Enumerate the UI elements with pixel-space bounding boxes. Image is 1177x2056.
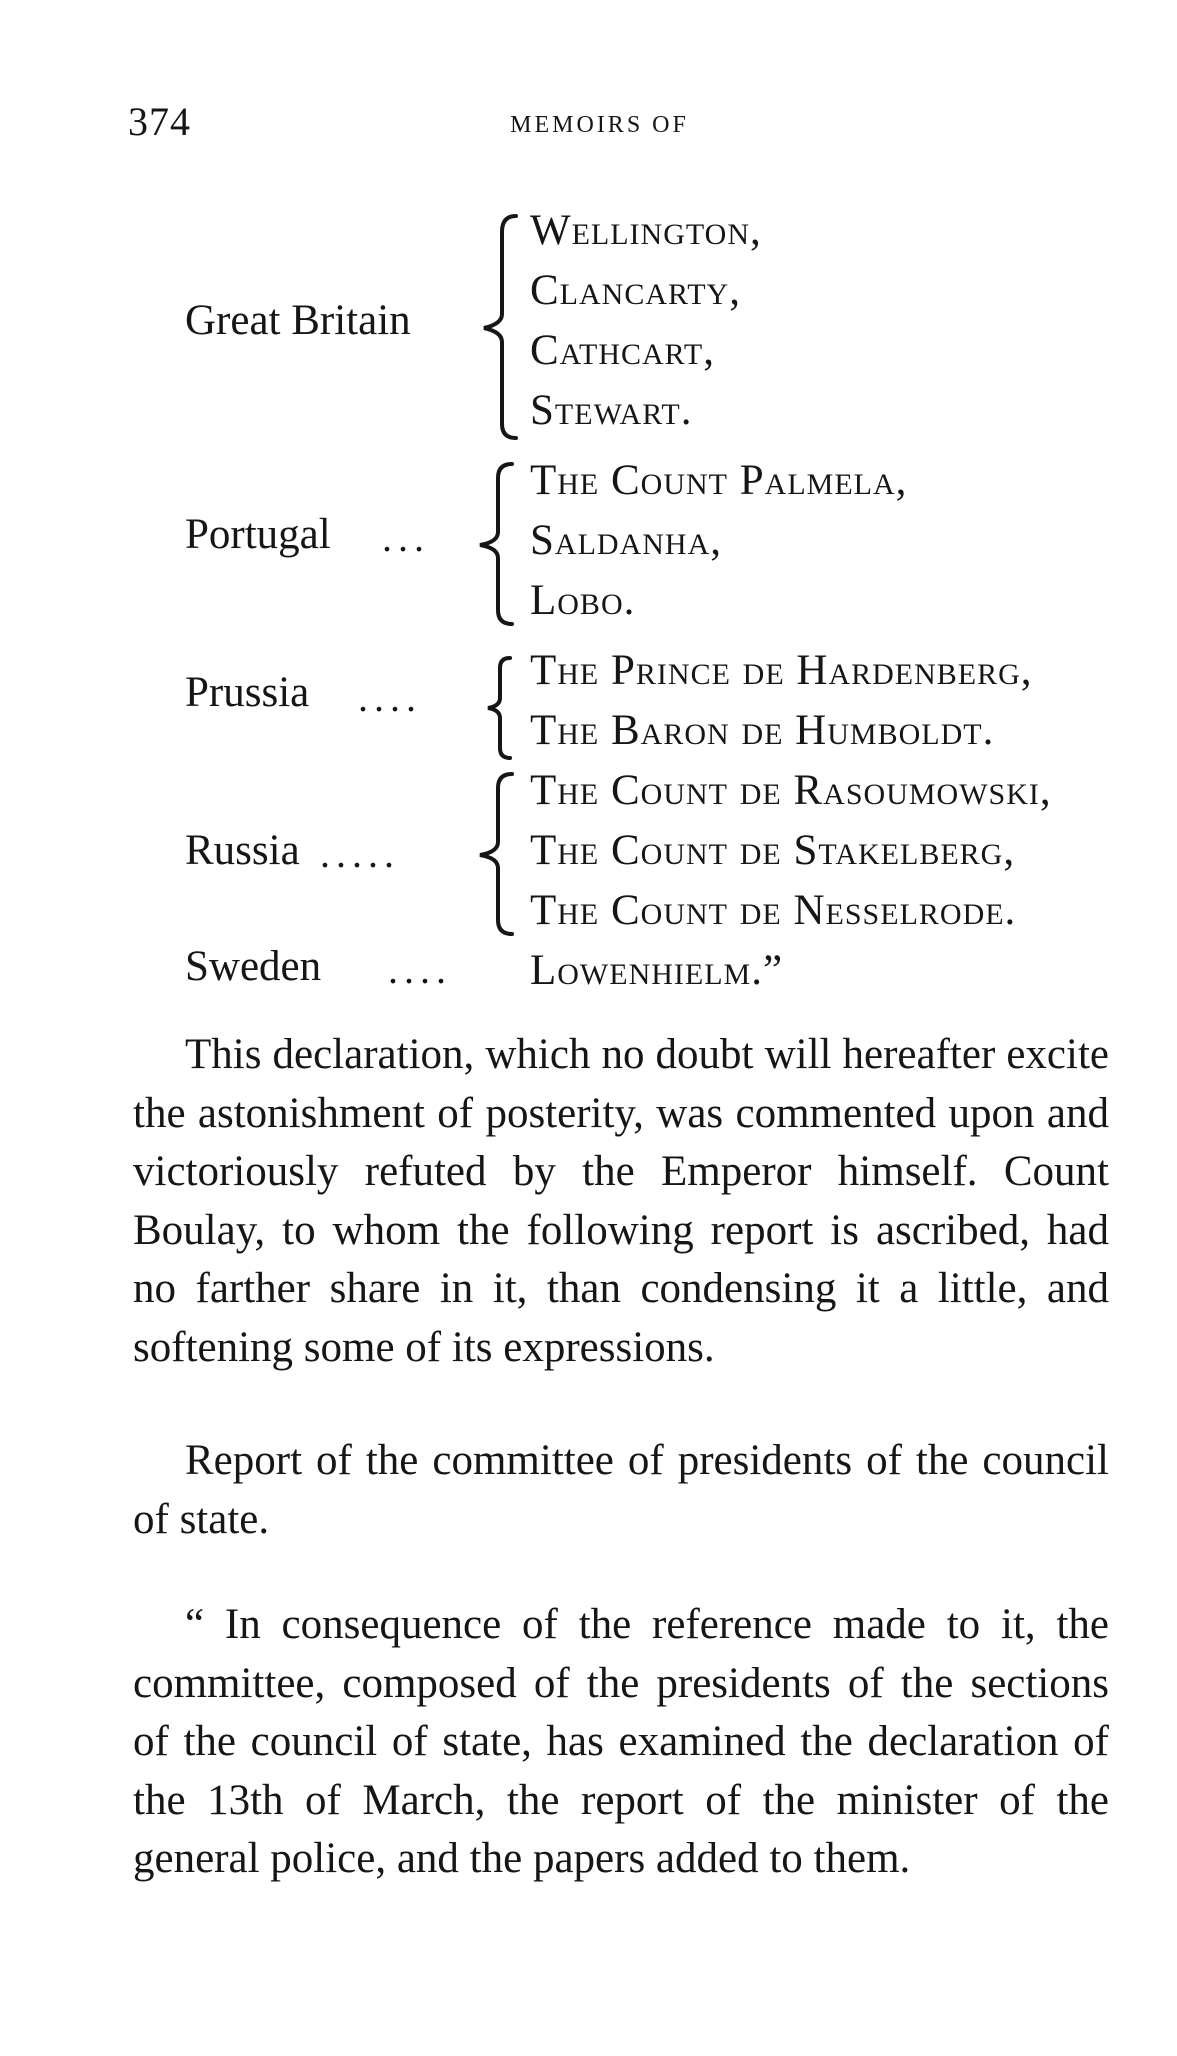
signatory-saldanha: Saldanha,	[530, 517, 722, 564]
signatory-rasoumowski: The Count de Rasoumowski,	[530, 767, 1052, 814]
country-russia: Russia	[185, 827, 300, 874]
signatory-lowenhielm: Lowenhielm.”	[530, 947, 784, 994]
brace-portugal	[474, 460, 524, 630]
country-prussia: Prussia	[185, 669, 310, 716]
country-portugal: Portugal	[185, 511, 331, 558]
signatory-stewart: Stewart.	[530, 387, 693, 434]
brace-great-britain	[478, 212, 528, 442]
signatory-palmela: The Count Palmela,	[530, 457, 908, 504]
signatory-lobo: Lobo.	[530, 577, 636, 624]
leader-dots: .....	[320, 831, 400, 876]
paragraph-report-body: “ In consequence of the reference made to it, the committee, composed of the presidents of the sections of the council of state, has examined the declaration of the 13th of March, the report of the minister of the general police, and the papers added to them.	[133, 1601, 1109, 1882]
country-great-britain: Great Britain	[185, 297, 411, 344]
signatory-hardenberg: The Prince de Hardenberg,	[530, 647, 1033, 694]
page-number: 374	[128, 99, 191, 144]
leader-dots: ....	[388, 947, 452, 992]
brace-prussia	[480, 654, 520, 762]
signatory-stakelberg: The Count de Stakelberg,	[530, 827, 1016, 874]
country-sweden: Sweden	[185, 943, 322, 990]
leader-dots: ....	[358, 675, 422, 720]
signatory-cathcart: Cathcart,	[530, 327, 715, 374]
signatory-humboldt: The Baron de Humboldt.	[530, 707, 995, 754]
paragraph-declaration-commentary: This declaration, which no doubt will hereafter excite the astonishment of posterity, was commented upon and victoriously refuted by the Emperor himself. Count Boulay, to whom the following report is ascribed, had no farther share in it, than condensing it a little, and softening some of its expressions.	[133, 1031, 1109, 1371]
signatory-clancarty: Clancarty,	[530, 267, 741, 314]
signatory-nesselrode: The Count de Nesselrode.	[530, 887, 1017, 934]
leader-dots: ...	[382, 515, 430, 560]
brace-russia	[474, 770, 524, 940]
paragraph-report-title: Report of the committee of presidents of the council of state.	[133, 1437, 1109, 1543]
signatory-wellington: Wellington,	[530, 207, 762, 254]
running-head: MEMOIRS OF	[510, 112, 689, 138]
